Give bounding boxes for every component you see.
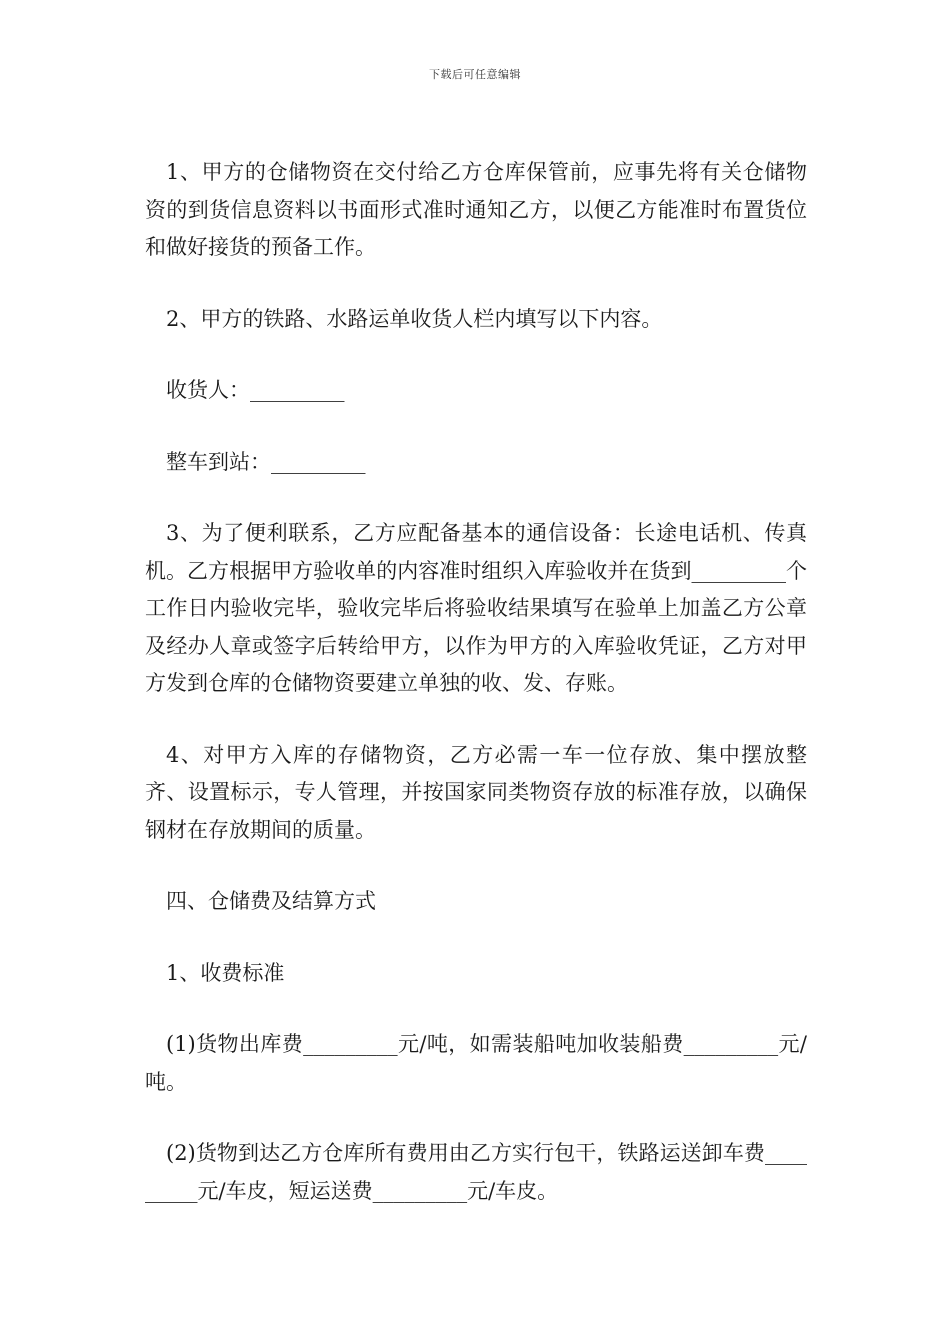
document-body [145, 154, 807, 1244]
paragraph-storage: 4、对甲方入库的存储物资，乙方必需一车一位存放、集中摆放整齐、设置标示，专人管理，并按国家同类物资存放的标准存放，以确保钢材在存放期间的质量。 [145, 742, 807, 842]
paragraph-outbound-fee: (1)货物出库费_________元/吨，如需装船吨加收装船费_________元/吨。 [145, 1032, 807, 1094]
page-header: 下载后可任意编辑 [429, 68, 521, 81]
paragraph-waybill: 2、甲方的铁路、水路运单收货人栏内填写以下内容。 [166, 306, 663, 331]
paragraph-arrival-fee: (2)货物到达乙方仓库所有费用由乙方实行包干，铁路运送卸车费_________元/车皮，短运送费_________元/车皮。 [145, 1141, 807, 1203]
paragraph-communication: 3、为了便利联系，乙方应配备基本的通信设备：长途电话机、传真机。乙方根据甲方验收单的内容准时组织入库验收并在货到_________个工作日内验收完毕，验收完毕后将验收结果填写在验单上加盖乙方公章及经办人章或签字后转给甲方，以作为甲方的入库验收凭证，乙方对甲方发到仓库的仓储物资要建立单独的收、发、存账。 [145, 521, 807, 695]
subheading-fee-standard: 1、收费标准 [166, 960, 285, 985]
field-consignee: 收货人：_________ [166, 378, 345, 402]
field-arrival-station: 整车到站：_________ [166, 449, 366, 474]
paragraph-notify-goods: 1、甲方的仓储物资在交付给乙方仓库保管前，应事先将有关仓储物资的到货信息资料以书面形式准时通知乙方，以便乙方能准时布置货位和做好接货的预备工作。 [145, 160, 807, 259]
section-heading-fees: 四、仓储费及结算方式 [166, 889, 376, 913]
